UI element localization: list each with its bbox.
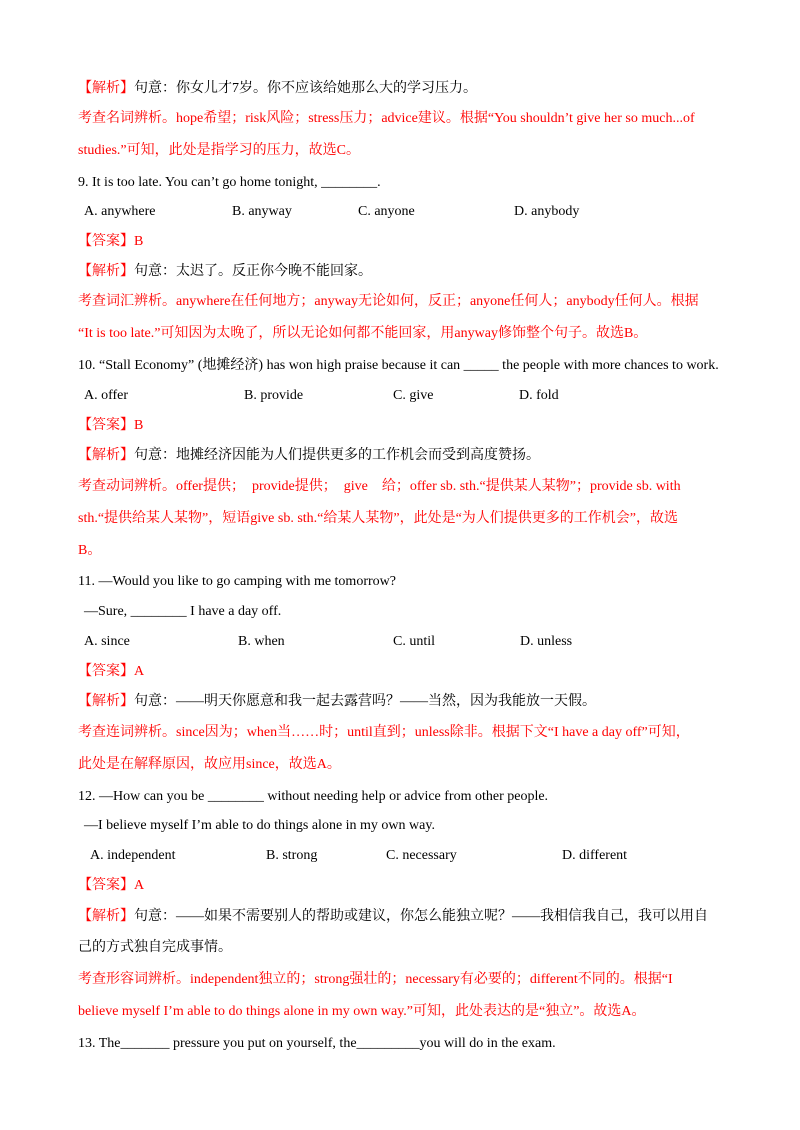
question-9-stem: 9. It is too late. You can’t go home tonight, ________. (78, 175, 381, 190)
option-c: C. until (393, 634, 436, 649)
analysis-text: 【解析】句意：——明天你愿意和我一起去露营吗？——当然，因为我能放一天假。 (78, 694, 596, 709)
option-b: B. when (238, 634, 285, 649)
analysis-text: 己的方式独自完成事情。 (78, 940, 232, 955)
option-a: A. independent (90, 848, 176, 863)
option-d: D. fold (519, 388, 559, 403)
analysis-text: 【解析】句意：——如果不需要别人的帮助或建议，你怎么能独立呢？——我相信我自己，我可以用自 (78, 909, 708, 924)
explanation-line: 考查连词辨析。since因为；when当……时；until直到；unless除非。根据下文“I have a day off”可知， (78, 725, 690, 740)
explanation-line: 此处是在解释原因，故应用since，故选A。 (78, 757, 341, 772)
option-c: C. necessary (386, 848, 457, 863)
answer-label: 【答案】A (78, 664, 145, 679)
question-10-stem: 10. “Stall Economy” (地摊经济) has won high praise because it can _____ the people with more chances to work. (78, 358, 719, 373)
explanation-line: studies.”可知，此处是指学习的压力，故选C。 (78, 143, 360, 158)
analysis-label: 【解析】 (78, 448, 134, 463)
explanation-line: sth.“提供给某人某物”，短语give sb. sth.“给某人某物”，此处是“为人们提供更多的工作机会”，故选 (78, 511, 679, 526)
analysis-text: 【解析】句意：你女儿才7岁。你不应该给她那么大的学习压力。 (78, 81, 477, 96)
option-d: D. unless (520, 634, 573, 649)
answer-label: 【答案】A (78, 878, 145, 893)
analysis-label: 【解析】 (78, 909, 134, 924)
option-b: B. strong (266, 848, 318, 863)
explanation-line: 考查形容词辨析。independent独立的；strong强壮的；necessary有必要的；different不同的。根据“I (78, 972, 673, 987)
question-11-reply: —Sure, ________ I have a day off. (84, 604, 282, 619)
option-d: D. anybody (514, 204, 580, 219)
question-13-stem: 13. The_______ pressure you put on yourself, the_________you will do in the exam. (78, 1036, 556, 1051)
explanation-line: B。 (78, 543, 102, 558)
analysis-text: 【解析】句意：地摊经济因能为人们提供更多的工作机会而受到高度赞扬。 (78, 448, 540, 463)
option-c: C. give (393, 388, 434, 403)
explanation-line: 考查动词辨析。offer提供； provide提供； give 给；offer sb. sth.“提供某人某物”；provide sb. with (78, 479, 681, 494)
option-a: A. anywhere (84, 204, 156, 219)
explanation-line: 考查名词辨析。hope希望；risk风险；stress压力；advice建议。根据“You shouldn’t give her so much...of (78, 111, 695, 126)
question-12-reply: —I believe myself I’m able to do things alone in my own way. (84, 818, 435, 833)
analysis-label: 【解析】 (78, 81, 134, 96)
analysis-text: 【解析】句意：太迟了。反正你今晚不能回家。 (78, 264, 372, 279)
question-12-stem: 12. —How can you be ________ without needing help or advice from other people. (78, 789, 549, 804)
question-11-stem: 11. —Would you like to go camping with me tomorrow? (78, 574, 396, 589)
explanation-line: believe myself I’m able to do things alone in my own way.”可知，此处表达的是“独立”。故选A。 (78, 1004, 646, 1019)
option-a: A. since (84, 634, 130, 649)
option-c: C. anyone (358, 204, 415, 219)
analysis-label: 【解析】 (78, 264, 134, 279)
option-a: A. offer (84, 388, 129, 403)
answer-label: 【答案】B (78, 234, 144, 249)
explanation-line: “It is too late.”可知因为太晚了，所以无论如何都不能回家，用anyway修饰整个句子。故选B。 (78, 326, 648, 341)
explanation-line: 考查词汇辨析。anywhere在任何地方；anyway无论如何，反正；anyone任何人；anybody任何人。根据 (78, 294, 699, 309)
option-d: D. different (562, 848, 628, 863)
option-b: B. provide (244, 388, 304, 403)
analysis-label: 【解析】 (78, 694, 134, 709)
option-b: B. anyway (232, 204, 292, 219)
answer-label: 【答案】B (78, 418, 144, 433)
